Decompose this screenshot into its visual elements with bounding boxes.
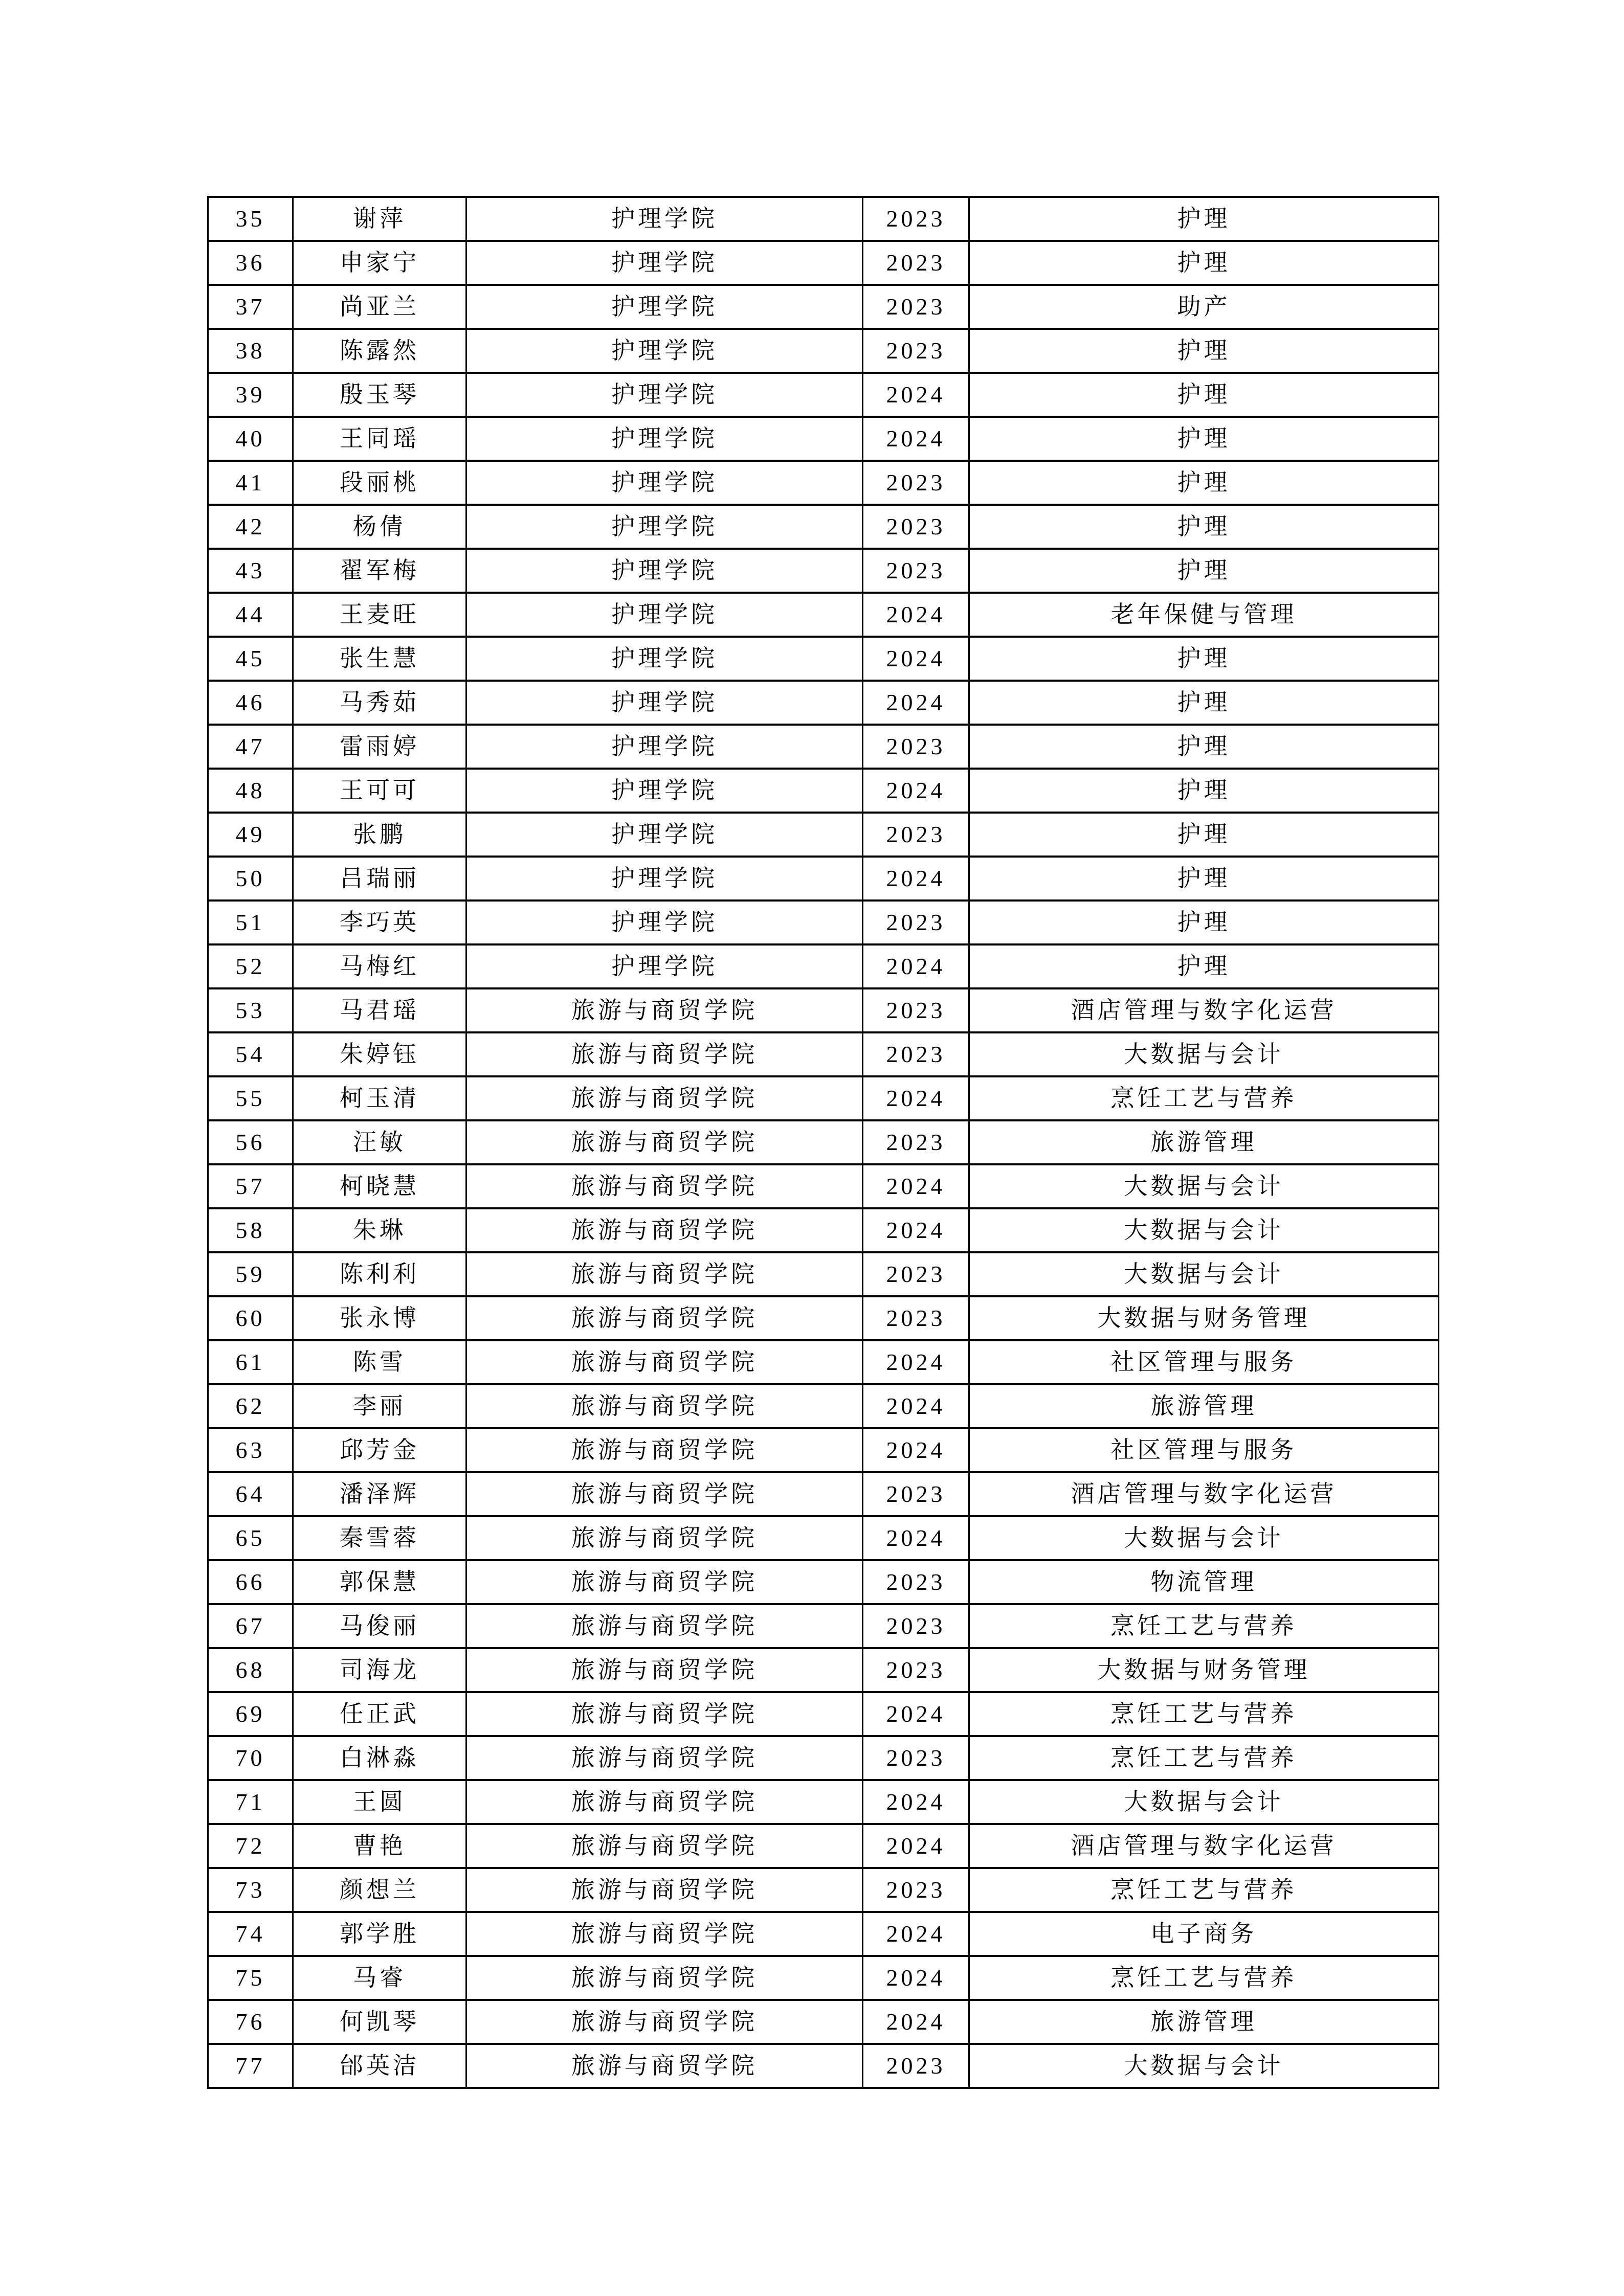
cell-name: 郭保慧 <box>293 1560 466 1604</box>
table-row <box>208 725 1439 769</box>
cell-row-number: 58 <box>208 1208 293 1252</box>
cell-college: 护理学院 <box>466 329 863 373</box>
cell-row-number: 66 <box>208 1560 293 1604</box>
table-row <box>208 637 1439 681</box>
cell-major: 烹饪工艺与营养 <box>969 1868 1439 1912</box>
cell-row-number: 57 <box>208 1164 293 1208</box>
table-row <box>208 1428 1439 1472</box>
cell-college: 护理学院 <box>466 944 863 988</box>
cell-major: 大数据与会计 <box>969 1780 1439 1824</box>
cell-name: 陈雪 <box>293 1340 466 1384</box>
cell-row-number: 73 <box>208 1868 293 1912</box>
table-row <box>208 2044 1439 2088</box>
cell-major: 大数据与会计 <box>969 1032 1439 1076</box>
cell-row-number: 69 <box>208 1692 293 1736</box>
cell-year: 2023 <box>863 813 969 857</box>
cell-row-number: 64 <box>208 1472 293 1516</box>
student-roster-table <box>207 196 1439 2089</box>
cell-year: 2023 <box>863 1120 969 1164</box>
table-row <box>208 241 1439 285</box>
cell-row-number: 44 <box>208 593 293 637</box>
cell-college: 旅游与商贸学院 <box>466 1340 863 1384</box>
cell-college: 护理学院 <box>466 769 863 813</box>
cell-college: 旅游与商贸学院 <box>466 1780 863 1824</box>
cell-major: 护理 <box>969 769 1439 813</box>
cell-major: 旅游管理 <box>969 1384 1439 1428</box>
cell-college: 旅游与商贸学院 <box>466 1164 863 1208</box>
cell-major: 护理 <box>969 373 1439 417</box>
table-body <box>208 197 1439 2088</box>
cell-name: 朱琳 <box>293 1208 466 1252</box>
table-row <box>208 1384 1439 1428</box>
cell-year: 2024 <box>863 1912 969 1956</box>
cell-major: 护理 <box>969 417 1439 461</box>
cell-name: 谢萍 <box>293 197 466 241</box>
cell-college: 旅游与商贸学院 <box>466 1824 863 1868</box>
cell-name: 张永博 <box>293 1296 466 1340</box>
cell-year: 2024 <box>863 1780 969 1824</box>
cell-college: 护理学院 <box>466 901 863 944</box>
cell-college: 护理学院 <box>466 417 863 461</box>
cell-year: 2024 <box>863 681 969 725</box>
cell-college: 旅游与商贸学院 <box>466 1604 863 1648</box>
cell-year: 2024 <box>863 1824 969 1868</box>
table-row <box>208 1164 1439 1208</box>
cell-college: 护理学院 <box>466 681 863 725</box>
cell-row-number: 51 <box>208 901 293 944</box>
cell-college: 护理学院 <box>466 637 863 681</box>
cell-college: 护理学院 <box>466 549 863 593</box>
cell-name: 翟军梅 <box>293 549 466 593</box>
cell-name: 李丽 <box>293 1384 466 1428</box>
cell-name: 潘泽辉 <box>293 1472 466 1516</box>
cell-name: 汪敏 <box>293 1120 466 1164</box>
cell-major: 护理 <box>969 241 1439 285</box>
cell-name: 曹艳 <box>293 1824 466 1868</box>
cell-row-number: 42 <box>208 505 293 549</box>
cell-row-number: 43 <box>208 549 293 593</box>
cell-name: 柯晓慧 <box>293 1164 466 1208</box>
cell-year: 2024 <box>863 1076 969 1120</box>
table-row <box>208 1296 1439 1340</box>
table-row <box>208 1648 1439 1692</box>
cell-year: 2023 <box>863 1296 969 1340</box>
cell-college: 护理学院 <box>466 505 863 549</box>
cell-name: 李巧英 <box>293 901 466 944</box>
table-row <box>208 1120 1439 1164</box>
cell-college: 护理学院 <box>466 593 863 637</box>
cell-college: 旅游与商贸学院 <box>466 1868 863 1912</box>
cell-college: 旅游与商贸学院 <box>466 2000 863 2044</box>
cell-college: 旅游与商贸学院 <box>466 2044 863 2088</box>
cell-row-number: 59 <box>208 1252 293 1296</box>
cell-year: 2024 <box>863 1340 969 1384</box>
table-row <box>208 285 1439 329</box>
cell-college: 护理学院 <box>466 197 863 241</box>
cell-row-number: 45 <box>208 637 293 681</box>
cell-name: 张鹏 <box>293 813 466 857</box>
cell-year: 2023 <box>863 197 969 241</box>
table-row <box>208 901 1439 944</box>
cell-row-number: 70 <box>208 1736 293 1780</box>
cell-year: 2024 <box>863 373 969 417</box>
cell-year: 2023 <box>863 1736 969 1780</box>
cell-row-number: 52 <box>208 944 293 988</box>
cell-year: 2023 <box>863 505 969 549</box>
table-row <box>208 1076 1439 1120</box>
table-row <box>208 1340 1439 1384</box>
table-row <box>208 1692 1439 1736</box>
cell-college: 旅游与商贸学院 <box>466 988 863 1032</box>
cell-row-number: 60 <box>208 1296 293 1340</box>
cell-name: 陈利利 <box>293 1252 466 1296</box>
cell-year: 2023 <box>863 1868 969 1912</box>
cell-major: 护理 <box>969 901 1439 944</box>
cell-college: 旅游与商贸学院 <box>466 1252 863 1296</box>
cell-major: 大数据与会计 <box>969 1516 1439 1560</box>
cell-name: 柯玉清 <box>293 1076 466 1120</box>
cell-year: 2024 <box>863 1208 969 1252</box>
cell-major: 酒店管理与数字化运营 <box>969 1472 1439 1516</box>
cell-row-number: 46 <box>208 681 293 725</box>
cell-name: 白淋淼 <box>293 1736 466 1780</box>
cell-college: 护理学院 <box>466 241 863 285</box>
cell-major: 护理 <box>969 813 1439 857</box>
table-row <box>208 505 1439 549</box>
cell-college: 护理学院 <box>466 813 863 857</box>
table-row <box>208 1560 1439 1604</box>
cell-year: 2023 <box>863 1604 969 1648</box>
cell-major: 大数据与财务管理 <box>969 1296 1439 1340</box>
cell-college: 旅游与商贸学院 <box>466 1208 863 1252</box>
cell-year: 2023 <box>863 461 969 505</box>
table-row <box>208 1032 1439 1076</box>
cell-year: 2024 <box>863 857 969 901</box>
table-row <box>208 944 1439 988</box>
cell-major: 酒店管理与数字化运营 <box>969 1824 1439 1868</box>
cell-major: 护理 <box>969 944 1439 988</box>
cell-college: 护理学院 <box>466 461 863 505</box>
cell-year: 2024 <box>863 593 969 637</box>
cell-college: 护理学院 <box>466 725 863 769</box>
cell-name: 杨倩 <box>293 505 466 549</box>
table-row <box>208 1252 1439 1296</box>
cell-name: 殷玉琴 <box>293 373 466 417</box>
cell-row-number: 39 <box>208 373 293 417</box>
cell-major: 护理 <box>969 549 1439 593</box>
table-row <box>208 1516 1439 1560</box>
cell-row-number: 75 <box>208 1956 293 2000</box>
cell-row-number: 77 <box>208 2044 293 2088</box>
cell-major: 助产 <box>969 285 1439 329</box>
cell-name: 任正武 <box>293 1692 466 1736</box>
cell-row-number: 74 <box>208 1912 293 1956</box>
cell-college: 旅游与商贸学院 <box>466 1956 863 2000</box>
cell-year: 2023 <box>863 329 969 373</box>
cell-name: 陈露然 <box>293 329 466 373</box>
cell-name: 申家宁 <box>293 241 466 285</box>
cell-college: 旅游与商贸学院 <box>466 1384 863 1428</box>
cell-year: 2023 <box>863 901 969 944</box>
cell-row-number: 55 <box>208 1076 293 1120</box>
cell-college: 护理学院 <box>466 285 863 329</box>
cell-major: 大数据与会计 <box>969 1164 1439 1208</box>
cell-major: 护理 <box>969 725 1439 769</box>
cell-name: 郭学胜 <box>293 1912 466 1956</box>
cell-major: 护理 <box>969 857 1439 901</box>
cell-row-number: 62 <box>208 1384 293 1428</box>
cell-major: 物流管理 <box>969 1560 1439 1604</box>
cell-name: 王麦旺 <box>293 593 466 637</box>
cell-row-number: 37 <box>208 285 293 329</box>
cell-college: 旅游与商贸学院 <box>466 1032 863 1076</box>
cell-row-number: 41 <box>208 461 293 505</box>
cell-major: 护理 <box>969 505 1439 549</box>
cell-major: 旅游管理 <box>969 2000 1439 2044</box>
cell-major: 大数据与财务管理 <box>969 1648 1439 1692</box>
cell-name: 张生慧 <box>293 637 466 681</box>
cell-row-number: 50 <box>208 857 293 901</box>
cell-major: 大数据与会计 <box>969 1252 1439 1296</box>
cell-row-number: 56 <box>208 1120 293 1164</box>
cell-row-number: 36 <box>208 241 293 285</box>
cell-row-number: 72 <box>208 1824 293 1868</box>
table-row <box>208 461 1439 505</box>
cell-year: 2023 <box>863 549 969 593</box>
cell-college: 旅游与商贸学院 <box>466 1648 863 1692</box>
table-row <box>208 417 1439 461</box>
cell-college: 旅游与商贸学院 <box>466 1736 863 1780</box>
cell-major: 烹饪工艺与营养 <box>969 1956 1439 2000</box>
table-row <box>208 988 1439 1032</box>
cell-year: 2023 <box>863 241 969 285</box>
cell-year: 2023 <box>863 1648 969 1692</box>
cell-major: 社区管理与服务 <box>969 1340 1439 1384</box>
table-row <box>208 681 1439 725</box>
cell-year: 2024 <box>863 1956 969 2000</box>
cell-college: 旅游与商贸学院 <box>466 1472 863 1516</box>
table-row <box>208 1956 1439 2000</box>
cell-year: 2023 <box>863 285 969 329</box>
table-row <box>208 1912 1439 1956</box>
cell-row-number: 40 <box>208 417 293 461</box>
cell-major: 社区管理与服务 <box>969 1428 1439 1472</box>
cell-year: 2024 <box>863 2000 969 2044</box>
cell-year: 2023 <box>863 2044 969 2088</box>
cell-name: 雷雨婷 <box>293 725 466 769</box>
cell-major: 烹饪工艺与营养 <box>969 1692 1439 1736</box>
cell-major: 护理 <box>969 461 1439 505</box>
table-row <box>208 593 1439 637</box>
cell-row-number: 67 <box>208 1604 293 1648</box>
cell-college: 护理学院 <box>466 373 863 417</box>
cell-row-number: 38 <box>208 329 293 373</box>
cell-name: 邰英洁 <box>293 2044 466 2088</box>
cell-year: 2023 <box>863 1472 969 1516</box>
cell-major: 烹饪工艺与营养 <box>969 1736 1439 1780</box>
cell-year: 2023 <box>863 1252 969 1296</box>
table-row <box>208 1824 1439 1868</box>
cell-name: 马睿 <box>293 1956 466 2000</box>
cell-major: 护理 <box>969 681 1439 725</box>
cell-major: 旅游管理 <box>969 1120 1439 1164</box>
cell-year: 2023 <box>863 725 969 769</box>
cell-row-number: 54 <box>208 1032 293 1076</box>
cell-row-number: 71 <box>208 1780 293 1824</box>
cell-major: 护理 <box>969 329 1439 373</box>
cell-name: 马俊丽 <box>293 1604 466 1648</box>
cell-name: 秦雪蓉 <box>293 1516 466 1560</box>
cell-name: 马秀茹 <box>293 681 466 725</box>
cell-name: 吕瑞丽 <box>293 857 466 901</box>
cell-college: 护理学院 <box>466 857 863 901</box>
cell-college: 旅游与商贸学院 <box>466 1692 863 1736</box>
table-row <box>208 197 1439 241</box>
cell-year: 2023 <box>863 1560 969 1604</box>
cell-name: 王同瑶 <box>293 417 466 461</box>
cell-year: 2024 <box>863 1428 969 1472</box>
cell-row-number: 65 <box>208 1516 293 1560</box>
cell-college: 旅游与商贸学院 <box>466 1296 863 1340</box>
table-row <box>208 373 1439 417</box>
cell-name: 马君瑶 <box>293 988 466 1032</box>
cell-college: 旅游与商贸学院 <box>466 1912 863 1956</box>
cell-major: 烹饪工艺与营养 <box>969 1604 1439 1648</box>
cell-college: 旅游与商贸学院 <box>466 1076 863 1120</box>
table-row <box>208 1208 1439 1252</box>
cell-row-number: 61 <box>208 1340 293 1384</box>
cell-year: 2024 <box>863 1692 969 1736</box>
table-row <box>208 1780 1439 1824</box>
cell-major: 烹饪工艺与营养 <box>969 1076 1439 1120</box>
cell-name: 邱芳金 <box>293 1428 466 1472</box>
cell-major: 大数据与会计 <box>969 2044 1439 2088</box>
cell-major: 护理 <box>969 637 1439 681</box>
cell-row-number: 63 <box>208 1428 293 1472</box>
cell-college: 旅游与商贸学院 <box>466 1560 863 1604</box>
cell-name: 司海龙 <box>293 1648 466 1692</box>
cell-name: 朱婷钰 <box>293 1032 466 1076</box>
cell-name: 马梅红 <box>293 944 466 988</box>
cell-year: 2023 <box>863 988 969 1032</box>
table-row <box>208 857 1439 901</box>
cell-row-number: 35 <box>208 197 293 241</box>
cell-college: 旅游与商贸学院 <box>466 1516 863 1560</box>
cell-college: 旅游与商贸学院 <box>466 1428 863 1472</box>
table-row <box>208 1736 1439 1780</box>
cell-major: 电子商务 <box>969 1912 1439 1956</box>
table-row <box>208 329 1439 373</box>
cell-year: 2024 <box>863 1164 969 1208</box>
cell-name: 段丽桃 <box>293 461 466 505</box>
table-row <box>208 2000 1439 2044</box>
table-row <box>208 813 1439 857</box>
cell-name: 王可可 <box>293 769 466 813</box>
cell-major: 老年保健与管理 <box>969 593 1439 637</box>
cell-year: 2024 <box>863 637 969 681</box>
table-row <box>208 1604 1439 1648</box>
cell-name: 颜想兰 <box>293 1868 466 1912</box>
table-row <box>208 549 1439 593</box>
table-row <box>208 1868 1439 1912</box>
cell-row-number: 49 <box>208 813 293 857</box>
cell-name: 何凯琴 <box>293 2000 466 2044</box>
table-row <box>208 769 1439 813</box>
cell-major: 酒店管理与数字化运营 <box>969 988 1439 1032</box>
cell-name: 尚亚兰 <box>293 285 466 329</box>
cell-year: 2024 <box>863 769 969 813</box>
cell-row-number: 76 <box>208 2000 293 2044</box>
cell-year: 2024 <box>863 944 969 988</box>
cell-college: 旅游与商贸学院 <box>466 1120 863 1164</box>
cell-year: 2023 <box>863 1032 969 1076</box>
cell-row-number: 47 <box>208 725 293 769</box>
cell-row-number: 53 <box>208 988 293 1032</box>
cell-row-number: 48 <box>208 769 293 813</box>
cell-year: 2024 <box>863 1384 969 1428</box>
cell-year: 2024 <box>863 417 969 461</box>
table-row <box>208 1472 1439 1516</box>
cell-major: 护理 <box>969 197 1439 241</box>
cell-name: 王圆 <box>293 1780 466 1824</box>
cell-year: 2024 <box>863 1516 969 1560</box>
cell-major: 大数据与会计 <box>969 1208 1439 1252</box>
cell-row-number: 68 <box>208 1648 293 1692</box>
